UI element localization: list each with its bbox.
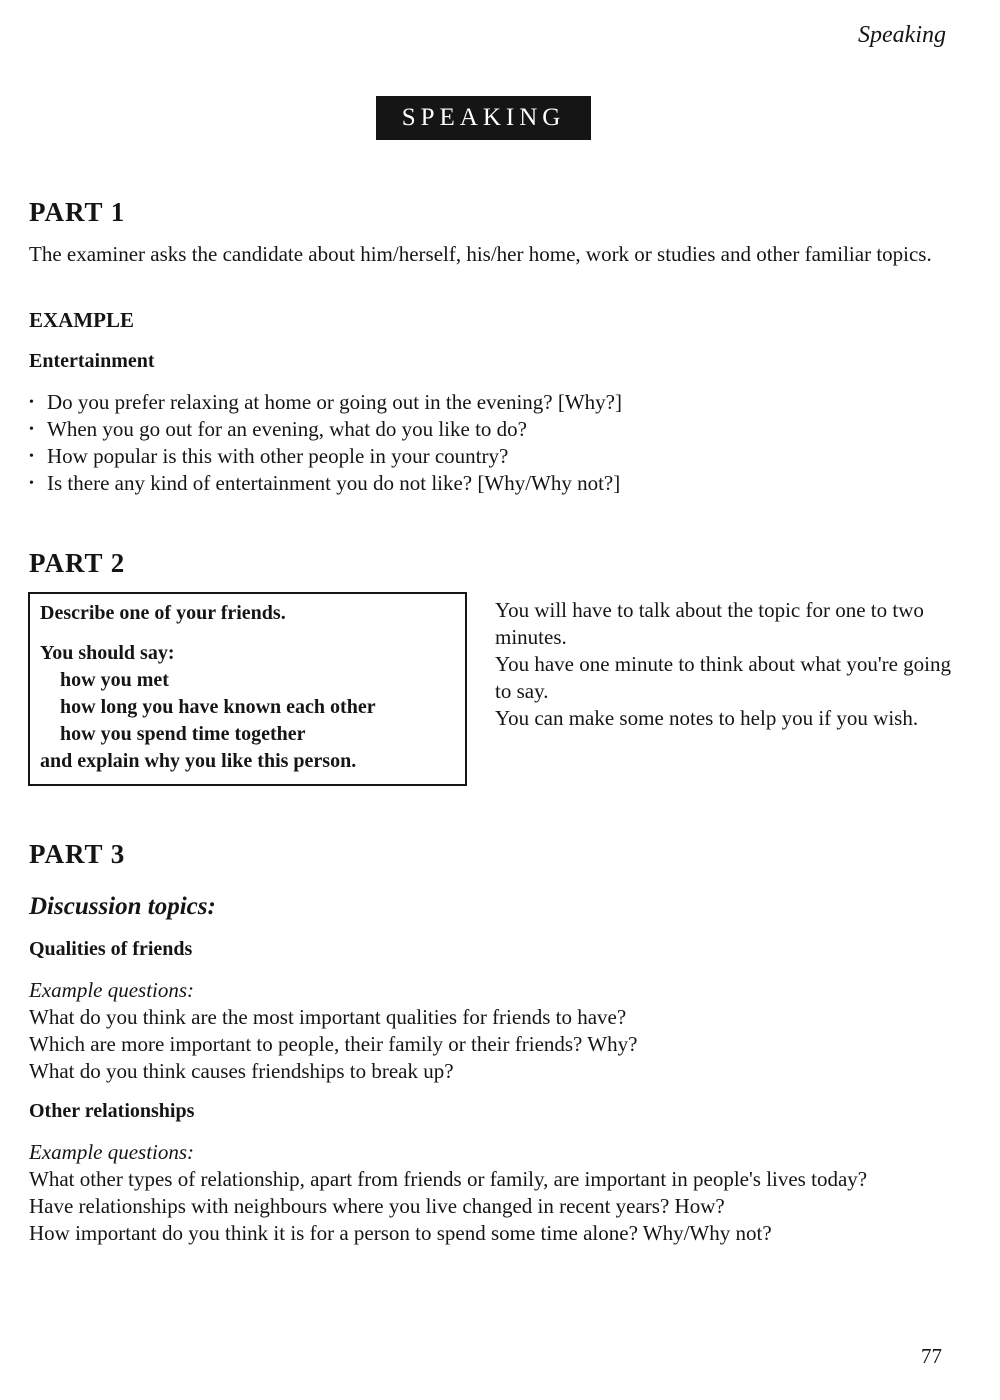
qualities-question-list <box>29 1004 959 1085</box>
list-item: • When you go out for an evening, what do you like to do? <box>29 416 622 443</box>
cue-card-should-say: You should say: <box>40 642 175 664</box>
page-number: 77 <box>921 1344 942 1368</box>
example-label: EXAMPLE <box>29 308 134 332</box>
topic-other-relationships: Other relationships <box>29 1100 195 1122</box>
list-item: What do you think causes friendships to break up? <box>29 1059 454 1083</box>
note-text: You can make some notes to help you if you wish. <box>495 706 919 730</box>
part2-heading: PART 2 <box>29 548 126 578</box>
list-item: What other types of relationship, apart from friends or family, are important in people's lives today? <box>29 1167 868 1191</box>
topic-qualities-of-friends: Qualities of friends <box>29 938 193 960</box>
cue-card-point: how you spend time together <box>60 723 306 745</box>
list-item: • Do you prefer relaxing at home or going out in the evening? [Why?] <box>29 389 622 416</box>
cue-card-point: how you met <box>60 669 169 691</box>
list-item: How important do you think it is for a person to spend some time alone? Why/Why not? <box>29 1221 772 1245</box>
list-item: Have relationships with neighbours where you live changed in recent years? How? <box>29 1194 725 1218</box>
part1-intro: The examiner asks the candidate about him/herself, his/her home, work or studies and other familiar topics. <box>29 242 932 266</box>
part2-notes <box>495 597 955 732</box>
cue-card <box>28 592 467 786</box>
part1-heading: PART 1 <box>29 197 126 227</box>
example-questions-label: Example questions: <box>29 1140 195 1164</box>
topic-entertainment: Entertainment <box>29 350 155 372</box>
example-questions-label: Example questions: <box>29 978 195 1002</box>
cue-card-point: how long you have known each other <box>60 696 376 718</box>
discussion-subtitle: Discussion topics: <box>29 893 216 920</box>
cue-card-task: Describe one of your friends. <box>40 602 286 624</box>
note-text: You will have to talk about the topic for one to two minutes. <box>495 598 924 649</box>
list-item: • Is there any kind of entertainment you do not like? [Why/Why not?] <box>29 470 622 497</box>
note-text: You have one minute to think about what you're going to say. <box>495 652 952 703</box>
section-banner: SPEAKING <box>376 96 591 140</box>
running-head: Speaking <box>858 22 946 48</box>
part1-question-list <box>29 389 622 497</box>
relationships-question-list <box>29 1166 959 1247</box>
cue-card-closing: and explain why you like this person. <box>40 750 357 772</box>
list-item: What do you think are the most important qualities for friends to have? <box>29 1005 627 1029</box>
part3-heading: PART 3 <box>29 839 126 869</box>
list-item: • How popular is this with other people in your country? <box>29 443 622 470</box>
list-item: Which are more important to people, their family or their friends? Why? <box>29 1032 638 1056</box>
